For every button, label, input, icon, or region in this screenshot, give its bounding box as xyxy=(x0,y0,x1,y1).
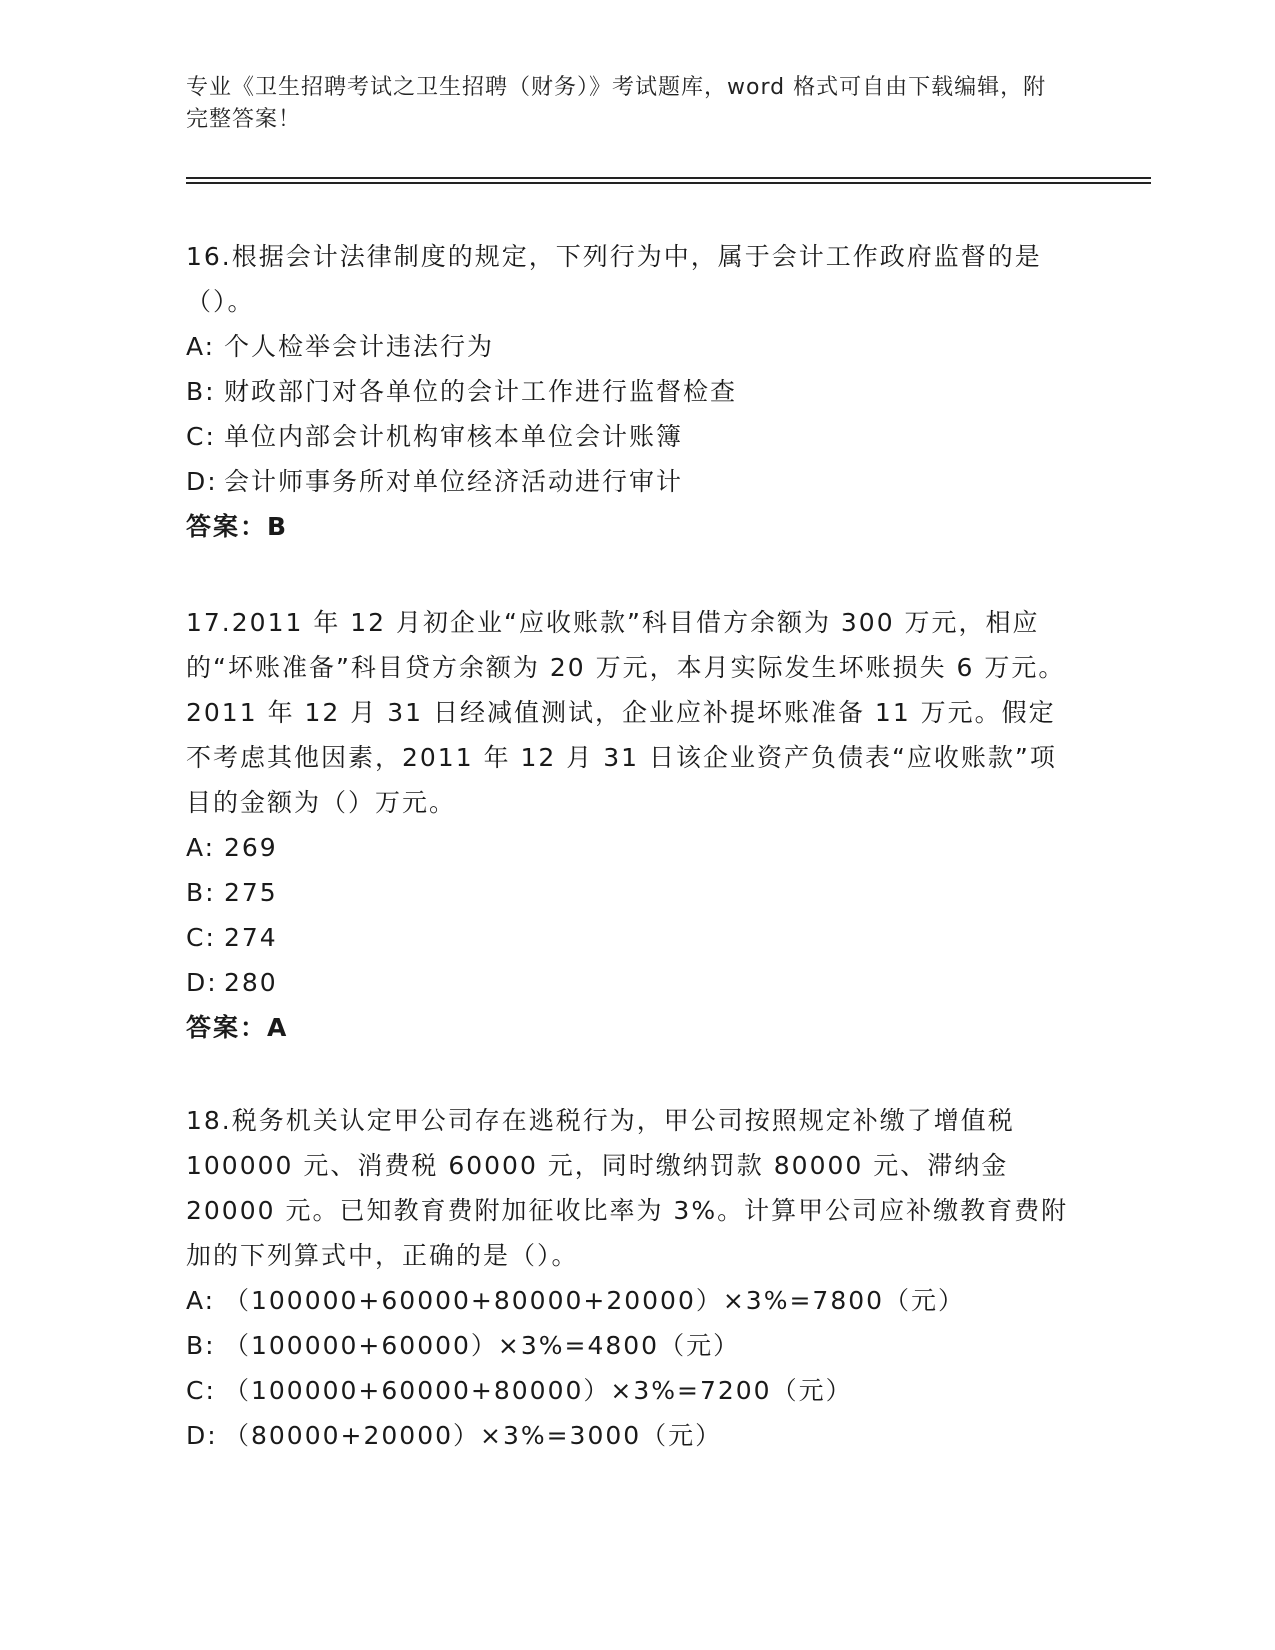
option-text: （100000+60000+80000+20000）×3%=7800（元） xyxy=(224,1286,966,1315)
option-b xyxy=(186,369,1076,414)
option-d xyxy=(186,960,1076,1005)
header-divider-bottom xyxy=(186,182,1151,184)
option-c xyxy=(186,915,1076,960)
option-b xyxy=(186,870,1076,915)
question-16 xyxy=(186,234,1076,549)
answer-label: 答案：B xyxy=(186,512,289,541)
option-key: B: xyxy=(186,377,216,406)
option-key: D: xyxy=(186,968,218,997)
option-text: （80000+20000）×3%=3000（元） xyxy=(224,1421,723,1450)
option-c xyxy=(186,414,1076,459)
option-key: B: xyxy=(186,1331,216,1360)
option-key: C: xyxy=(186,923,216,952)
question-stem: 16.根据会计法律制度的规定，下列行为中，属于会计工作政府监督的是（）。 xyxy=(186,242,1042,316)
option-text: 单位内部会计机构审核本单位会计账簿 xyxy=(224,422,684,451)
option-a xyxy=(186,324,1076,369)
option-key: D: xyxy=(186,467,218,496)
option-text: 财政部门对各单位的会计工作进行监督检查 xyxy=(224,377,738,406)
option-text: 280 xyxy=(224,968,278,997)
option-b xyxy=(186,1323,1076,1368)
option-text: 275 xyxy=(224,878,278,907)
document-header: 专业《卫生招聘考试之卫生招聘（财务）》考试题库，word 格式可自由下载编辑，附完整答案！ xyxy=(186,75,1047,132)
option-key: A: xyxy=(186,332,216,361)
option-key: B: xyxy=(186,878,216,907)
option-a xyxy=(186,1278,1076,1323)
option-text: 269 xyxy=(224,833,278,862)
option-text: 会计师事务所对单位经济活动进行审计 xyxy=(224,467,684,496)
question-18 xyxy=(186,1098,1076,1458)
option-key: A: xyxy=(186,833,216,862)
question-stem: 17.2011 年 12 月初企业“应收账款”科目借方余额为 300 万元，相应的“坏账准备”科目贷方余额为 20 万元，本月实际发生坏账损失 6 万元。2011 年 12 月 31 日经减值测试，企业应补提坏账准备 11 万元。假定不考虑其他因素，2011 年 12 月 31 日该企业资产负债表“应收账款”项目的金额为（）万元。 xyxy=(186,608,1066,817)
question-17 xyxy=(186,600,1076,1050)
option-d xyxy=(186,459,1076,504)
question-stem: 18.税务机关认定甲公司存在逃税行为，甲公司按照规定补缴了增值税 100000 元、消费税 60000 元，同时缴纳罚款 80000 元、滞纳金 20000 元。已知教育费附加征收比率为 3%。计算甲公司应补缴教育费附加的下列算式中，正确的是（）。 xyxy=(186,1106,1069,1270)
option-key: A: xyxy=(186,1286,216,1315)
option-text: 个人检举会计违法行为 xyxy=(224,332,495,361)
option-key: C: xyxy=(186,422,216,451)
option-c xyxy=(186,1368,1076,1413)
option-text: 274 xyxy=(224,923,278,952)
header-divider-top xyxy=(186,177,1151,179)
option-key: C: xyxy=(186,1376,216,1405)
option-key: D: xyxy=(186,1421,218,1450)
option-d xyxy=(186,1413,1076,1458)
option-text: （100000+60000）×3%=4800（元） xyxy=(224,1331,741,1360)
option-a xyxy=(186,825,1076,870)
option-text: （100000+60000+80000）×3%=7200（元） xyxy=(224,1376,853,1405)
answer-label: 答案：A xyxy=(186,1013,289,1042)
